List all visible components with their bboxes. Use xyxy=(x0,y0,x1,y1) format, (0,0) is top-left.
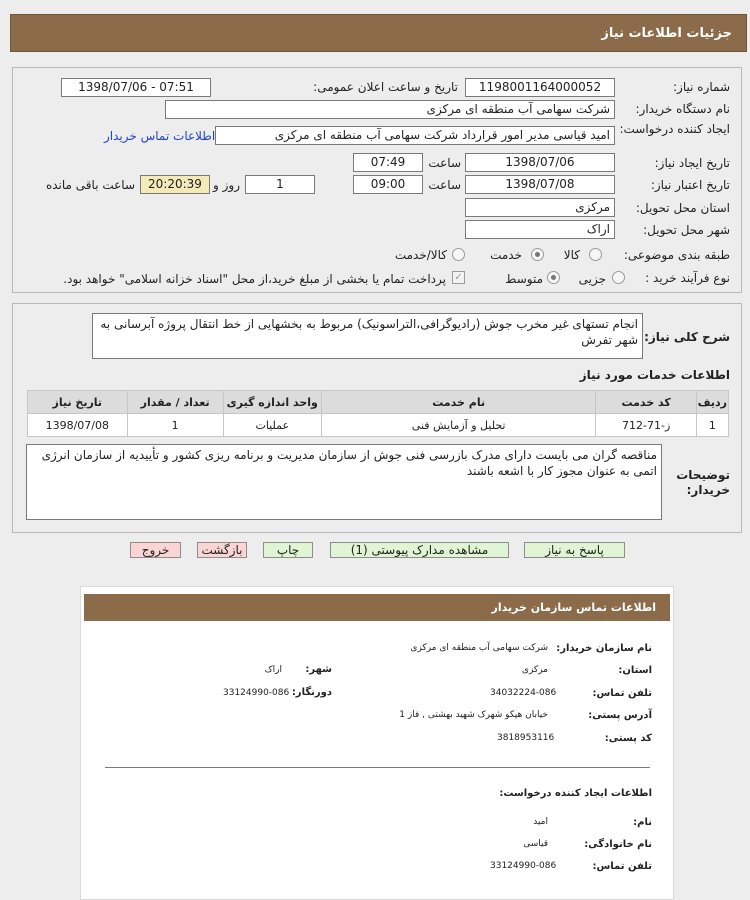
contact-province-label: استان: xyxy=(618,665,652,676)
col-unit: واحد اندازه گیری xyxy=(223,391,321,414)
create-time-field: 07:49 xyxy=(353,153,423,172)
description-label: شرح کلی نیاز: xyxy=(644,330,730,344)
create-time-label: ساعت xyxy=(428,156,461,170)
cell-quantity: 1 xyxy=(127,414,223,437)
category-option-goods-service: کالا/خدمت xyxy=(394,248,447,262)
valid-date-label: تاریخ اعتبار نیاز: xyxy=(650,178,730,192)
contact-city-label: شهر: xyxy=(305,664,332,675)
category-radio-goods[interactable] xyxy=(589,248,602,261)
announce-label: تاریخ و ساعت اعلان عمومی: xyxy=(313,80,458,94)
exit-button[interactable]: خروج xyxy=(130,542,181,558)
contact-divider xyxy=(105,767,650,768)
page-title: جزئیات اطلاعات نیاز xyxy=(10,14,747,52)
col-service-name: نام خدمت xyxy=(321,391,596,414)
create-date-field: 1398/07/06 xyxy=(465,153,615,172)
process-label: نوع فرآیند خرید : xyxy=(645,271,730,285)
contact-address-value: خیابان هپکو شهرک شهید بهشتی , فاز 1 xyxy=(399,710,548,720)
creator-info-title: اطلاعات ایجاد کننده درخواست: xyxy=(499,788,652,799)
cell-unit: عملیات xyxy=(223,414,321,437)
back-button[interactable]: بازگشت xyxy=(197,542,247,558)
contact-phone-label: تلفن تماس: xyxy=(592,688,652,699)
description-text: انجام تستهای غیر مخرب جوش (رادیوگرافی،التراسونیک) مربوط به بخشهایی از خط انتقال پروژه آبرسانی به شهر تفرش xyxy=(92,313,643,359)
valid-time-field: 09:00 xyxy=(353,175,423,194)
buyer-notes-text: مناقصه گران می بایست دارای مدرک بازرسی فنی جوش از سازمان مدیریت و برنامه ریزی کشور و تأییدیه از سازمان انرژی اتمی به عنوان مجوز کار با اشعه باشند xyxy=(26,444,662,520)
view-attachments-button[interactable]: مشاهده مدارک پیوستی (1) xyxy=(330,542,509,558)
category-radio-service[interactable] xyxy=(531,248,544,261)
process-radio-minor[interactable] xyxy=(612,271,625,284)
valid-date-field: 1398/07/08 xyxy=(465,175,615,194)
services-title: اطلاعات خدمات مورد نیاز xyxy=(579,368,730,382)
col-service-code: کد خدمت xyxy=(596,391,696,414)
reply-button[interactable]: پاسخ به نیاز xyxy=(524,542,625,558)
col-row: ردیف xyxy=(696,391,728,414)
process-option-minor: جزیی xyxy=(578,272,606,286)
cell-service-code: ز-71-712 xyxy=(596,414,696,437)
creator-name-label: نام: xyxy=(633,817,652,828)
contact-fax-label: دورنگار: xyxy=(291,687,332,698)
creator-field: امید قیاسی مدیر امور قرارداد شرکت سهامی آب منطقه ای مرکزی xyxy=(215,126,615,145)
contact-address-label: آدرس پستی: xyxy=(588,710,652,721)
services-header-row xyxy=(28,391,729,414)
process-radio-medium[interactable] xyxy=(547,271,560,284)
contact-province-value: مرکزی xyxy=(521,665,548,675)
city-label: شهر محل تحویل: xyxy=(643,223,730,237)
creator-phone-label: تلفن تماس: xyxy=(592,861,652,872)
buyer-contact-link[interactable]: اطلاعات تماس خریدار xyxy=(104,129,216,143)
category-radio-goods-service[interactable] xyxy=(452,248,465,261)
contact-org-value: شرکت سهامی آب منطقه ای مرکزی xyxy=(410,643,548,653)
category-option-service: خدمت xyxy=(490,248,522,262)
city-field: اراک xyxy=(465,220,615,239)
province-label: استان محل تحویل: xyxy=(635,201,730,215)
buyer-org-field: شرکت سهامی آب منطقه ای مرکزی xyxy=(165,100,615,119)
creator-family-value: قیاسی xyxy=(523,839,548,849)
table-row xyxy=(28,414,729,437)
announce-field: 1398/07/06 - 07:51 xyxy=(61,78,211,97)
category-label: طبقه بندی موضوعی: xyxy=(623,248,730,262)
buyer-contact-title: اطلاعات تماس سازمان خریدار xyxy=(84,594,670,621)
valid-time-label: ساعت xyxy=(428,178,461,192)
days-field: 1 xyxy=(245,175,315,194)
process-option-medium: متوسط xyxy=(505,272,543,286)
services-table xyxy=(27,390,729,437)
need-number-field: 1198001164000052 xyxy=(465,78,615,97)
create-date-label: تاریخ ایجاد نیاز: xyxy=(654,156,730,170)
contact-phone-value: 34032224-086 xyxy=(490,688,557,698)
province-field: مرکزی xyxy=(465,198,615,217)
buyer-org-label: نام دستگاه خریدار: xyxy=(635,102,730,116)
contact-org-label: نام سازمان خریدار: xyxy=(556,643,652,654)
cell-need-date: 1398/07/08 xyxy=(28,414,128,437)
category-option-goods: کالا xyxy=(563,248,580,262)
creator-phone-value: 33124990-086 xyxy=(490,861,557,871)
creator-name-value: امید xyxy=(533,817,548,827)
remaining-time-field: 20:20:39 xyxy=(140,175,210,194)
days-label: روز و xyxy=(213,178,240,192)
creator-family-label: نام خانوادگی: xyxy=(584,839,652,850)
print-button[interactable]: چاپ xyxy=(263,542,313,558)
need-number-label: شماره نیاز: xyxy=(673,80,730,94)
remaining-label: ساعت باقی مانده xyxy=(45,178,135,192)
buyer-contact-card xyxy=(80,586,674,900)
col-quantity: تعداد / مقدار xyxy=(127,391,223,414)
creator-label: ایجاد کننده درخواست: xyxy=(619,122,730,136)
treasury-payment-checkbox[interactable]: ✓ xyxy=(452,271,465,284)
payment-note: پرداخت تمام یا بخشی از مبلغ خرید،از محل "اسناد خزانه اسلامی" خواهد بود. xyxy=(63,272,446,286)
contact-fax-value: 33124990-086 xyxy=(223,688,290,698)
contact-postal-value: 3818953116 xyxy=(497,733,555,743)
buyer-notes-label: توضیحات خریدار: xyxy=(676,468,730,497)
col-need-date: تاریخ نیاز xyxy=(28,391,128,414)
cell-row: 1 xyxy=(696,414,728,437)
contact-city-value: اراک xyxy=(264,665,282,675)
cell-service-name: تحلیل و آزمایش فنی xyxy=(321,414,596,437)
contact-postal-label: کد پستی: xyxy=(604,733,652,744)
